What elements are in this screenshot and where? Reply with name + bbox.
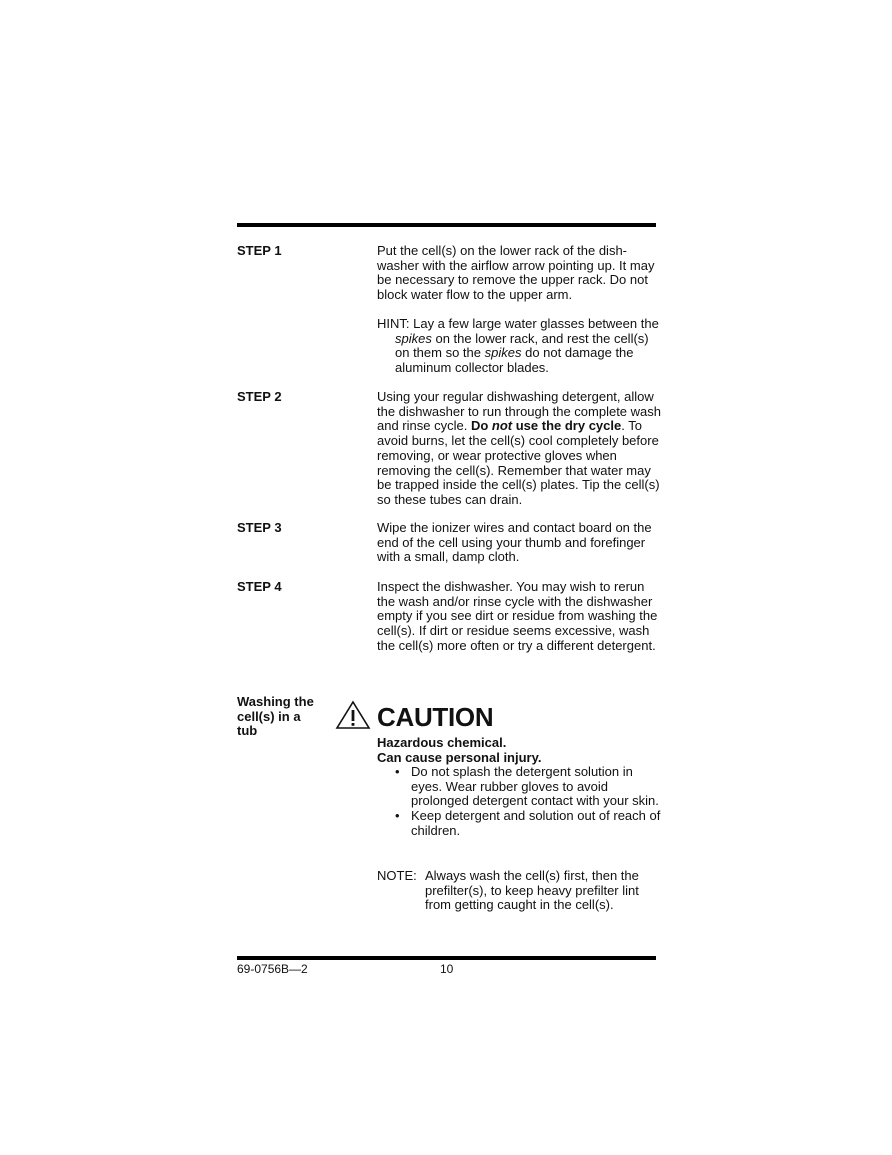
- step-2-text: [377, 390, 662, 508]
- hint-emphasis-2: spikes: [484, 345, 522, 361]
- hint-prefix: HINT: Lay a few large water glasses between the: [377, 315, 659, 331]
- step-2-bold-italic: not: [491, 418, 513, 434]
- hint-middle: on the lower rack, and rest the cell(s) on them so the: [395, 330, 649, 361]
- bottom-rule: [237, 956, 656, 960]
- top-rule: [237, 223, 656, 227]
- step-2-text-after: . To avoid burns, let the cell(s) cool completely before removing, or wear protective gloves when removing the cell(s). Remember that water may be trapped inside the cell(s) plates. Tip the cell(s) so these tubes can drain.: [377, 418, 660, 507]
- step-2-bold-2: use the dry cycle: [512, 418, 622, 434]
- footer-document-number: 69-0756B—2: [237, 962, 308, 976]
- section-heading: Washing the cell(s) in a tub: [237, 694, 314, 739]
- step-4-label: STEP 4: [237, 579, 282, 594]
- note-label: NOTE:: [377, 868, 417, 883]
- bullet-dot: •: [395, 764, 400, 779]
- step-1-text: Put the cell(s) on the lower rack of the dish-washer with the airflow arrow pointing up. It may be necessary to remove the upper rack. Do not block water flow to the upper arm.: [377, 243, 655, 303]
- step-2-text-before: Using your regular dishwashing detergent, allow the dishwasher to run through the complete wash and rinse cycle.: [377, 389, 662, 434]
- bullet-dot: •: [395, 808, 400, 824]
- step-3-text: Wipe the ionizer wires and contact board on the end of the cell using your thumb and forefinger with a small, damp cloth.: [377, 520, 652, 565]
- hint-emphasis-1: spikes: [395, 330, 432, 346]
- footer-page-number: 10: [440, 962, 454, 976]
- note-text: Always wash the cell(s) first, then the prefilter(s), to keep heavy prefilter lint from getting caught in the cell(s).: [425, 868, 639, 913]
- step-2-body: [377, 390, 662, 508]
- step-1-hint: [377, 317, 662, 376]
- step-4-body: [377, 580, 662, 654]
- caution-subtitle: [377, 736, 541, 765]
- caution-line-1: Hazardous chemical.: [377, 735, 507, 750]
- warning-triangle-icon: [335, 700, 371, 730]
- list-item: [377, 809, 667, 838]
- step-2-bold-warning: [471, 418, 621, 433]
- caution-bullet-list: [377, 765, 667, 839]
- step-1-label: STEP 1: [237, 243, 282, 258]
- step-3-body: [377, 521, 662, 565]
- bullet-text-1: Do not splash the detergent solution in eyes. Wear rubber gloves to avoid prolonged detergent contact with your skin.: [411, 764, 659, 809]
- hint-suffix: do not damage the aluminum collector blades.: [395, 345, 634, 375]
- step-2-bold-1: Do: [470, 418, 492, 434]
- caution-line-2: Can cause personal injury.: [377, 749, 542, 765]
- step-1-body: [377, 244, 662, 376]
- step-3-label: STEP 3: [237, 520, 282, 535]
- caution-title: CAUTION: [377, 702, 494, 732]
- note-block: [377, 869, 667, 913]
- step-4-text: Inspect the dishwasher. You may wish to rerun the wash and/or rinse cycle with the dishwasher empty if you see dirt or residue from washing the cell(s). If dirt or residue seems excessive, wash the cell(s) more often or try a different detergent.: [377, 579, 658, 653]
- step-2-label: STEP 2: [237, 389, 282, 404]
- list-item: [377, 765, 667, 809]
- bullet-text-2: Keep detergent and solution out of reach of children.: [411, 808, 661, 838]
